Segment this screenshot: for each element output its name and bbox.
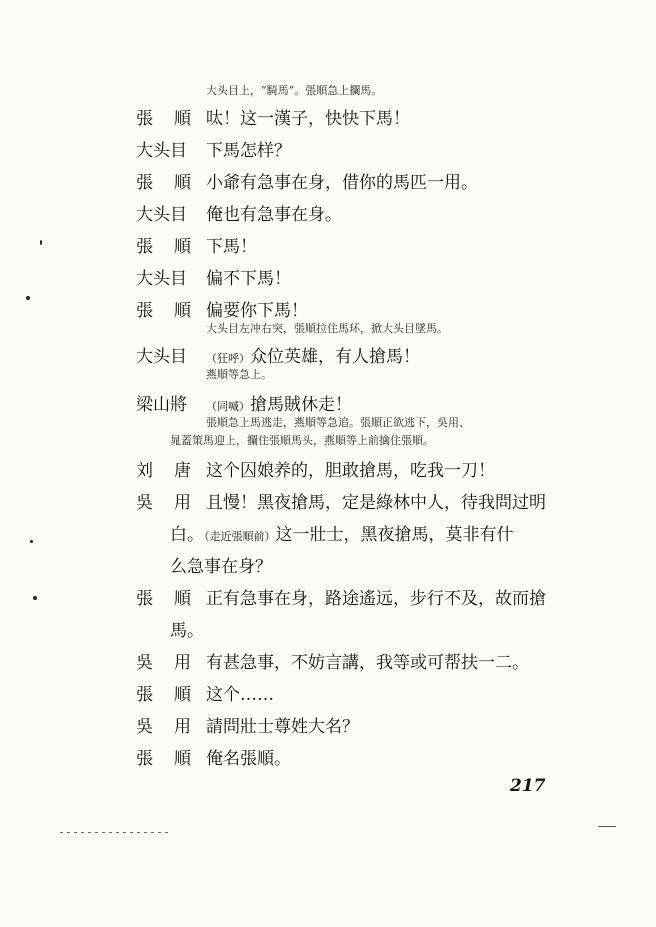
speaker-name: 張 順 [136,237,193,257]
scan-speck [26,296,30,300]
speaker-name: 大头目 [136,347,187,367]
dialogue-text: 这个囚娘养的，胆敢搶馬，吃我一刀！ [206,461,495,481]
dialogue-content: 这一壯士，黑夜搶馬，莫非有什 [275,525,514,545]
dialogue-text: 正有急事在身，路途遙远，步行不及，故而搶 [206,589,546,609]
dialogue-text: 俺也有急事在身。 [206,205,342,225]
dialogue-content: 搶馬賊休走！ [250,395,352,415]
speaker-name: 張 順 [136,173,193,193]
speaker-name: 吳 用 [136,493,193,513]
stage-direction: 張順急上馬逃走，燕順等急追。張順正欲逃下，吳用、 [206,416,470,429]
speaker-name: 吳 用 [136,717,193,737]
dialogue-text: 且慢！黑夜搶馬，定是綠林中人，待我問过明 [206,493,546,513]
dialogue-content: 白。 [170,525,204,545]
scan-speck [30,540,33,543]
dialogue-text: 馬。 [170,621,204,641]
speaker-name: 梁山將 [136,395,187,415]
dialogue-text: 偏要你下馬！ [206,301,308,321]
dialogue-text: 俺名張順。 [206,749,291,769]
dialogue-text: 小爺有急事在身，借你的馬匹一用。 [206,173,478,193]
dialogue-text: 么急事在身？ [170,557,272,577]
scan-artifact [598,826,616,827]
speaker-name: 大头目 [136,269,187,289]
dialogue-text [206,390,352,415]
dialogue-text: 下馬！ [206,237,257,257]
speaker-name: 大头目 [136,205,187,225]
dialogue-content: 众位英雄，有人搶馬！ [250,347,420,367]
stage-note: （走近張順前） [204,530,276,543]
scan-artifact [60,832,170,833]
dialogue-text: 請問壯士尊姓大名？ [206,717,359,737]
page-number: 217 [510,776,546,796]
stage-direction: 晁蓋策馬迎上，攔住張順馬头，燕順等上前擒住張順。 [170,434,434,447]
speaker-name: 張 順 [136,685,193,705]
stage-note: （狂呼） [206,352,250,365]
dialogue-text: 这个…… [206,685,274,705]
scan-speck [33,596,37,600]
dialogue-text [170,520,514,545]
dialogue-text: 偏不下馬！ [206,269,291,289]
stage-direction: 燕順等急上。 [206,368,272,381]
scan-speck [40,240,42,245]
dialogue-text: 有甚急事，不妨言講，我等或可帮扶一二。 [206,653,529,673]
speaker-name: 張 順 [136,589,193,609]
speaker-name: 吳 用 [136,653,193,673]
dialogue-text: 下馬怎样？ [206,141,291,161]
stage-note: （同喊） [206,400,250,413]
stage-direction: 大头目上，“騎馬”。張順急上攔馬。 [206,84,383,97]
dialogue-text: 呔！这一漢子，快快下馬！ [206,109,410,129]
speaker-name: 刘 唐 [136,461,193,481]
speaker-name: 大头目 [136,141,187,161]
speaker-name: 張 順 [136,109,193,129]
speaker-name: 張 順 [136,749,193,769]
speaker-name: 張 順 [136,301,193,321]
dialogue-text [206,342,420,367]
stage-direction: 大头目左冲右突，張順拉住馬环，掀大头目墜馬。 [206,322,448,335]
